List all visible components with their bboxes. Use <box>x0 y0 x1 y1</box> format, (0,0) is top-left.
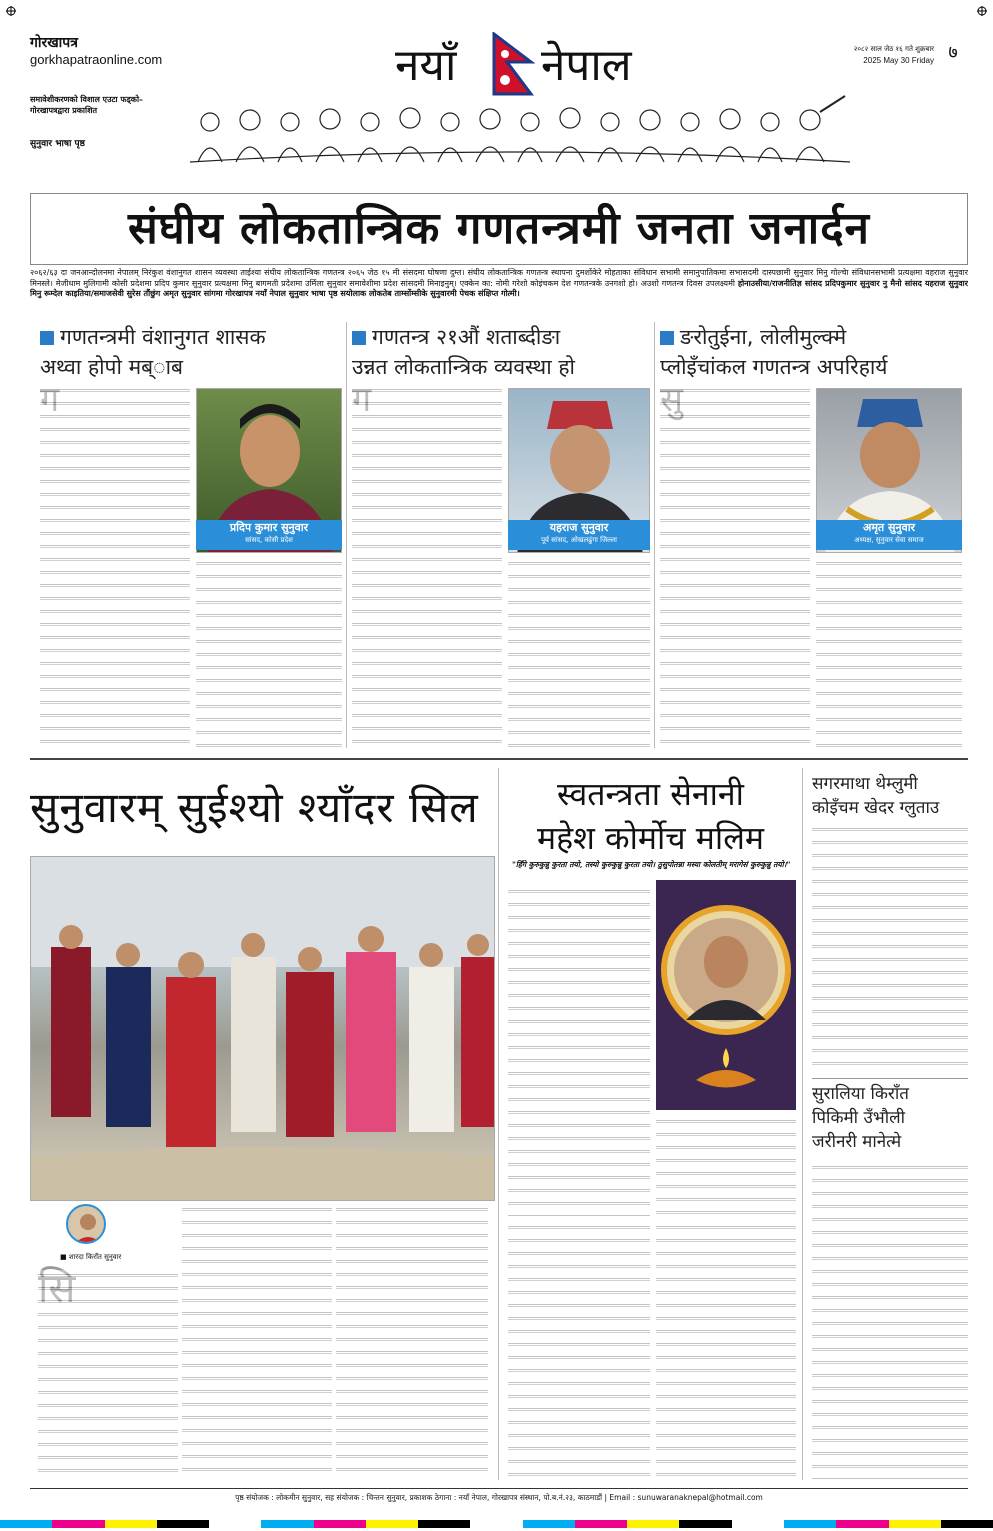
article-body <box>508 1222 650 1480</box>
article-body <box>196 558 342 748</box>
tagline: गोरखापत्रद्वारा प्रकाशित <box>30 106 98 115</box>
tribute-headline-line: स्वतन्त्रता सेनानी <box>557 775 744 813</box>
column-divider <box>654 322 655 748</box>
dance-photo <box>30 856 495 1201</box>
lead-intro-end: होनाउसीया/राजनीतिज्ञ सांसद प्रदिपकुमार सुनुवार नु मैनो सांसद यहराज सुनुवार मिनु रूम्देल काइतिया/समाजसेवी सुरेस तौंछुंग अमृत सुनुवार सांगमा गोरखापत्र नयाँ नेपाल सुनुवार भाषा पृष्ठ सयोलाक लोकतेब ताम्सोंम्सीके सुनुवारमी पेचक संक्षिप्त गोत्मी। <box>30 278 968 298</box>
column-divider <box>346 322 347 748</box>
column-heading-line: प्लोइँचांकल गणतन्त्र अपरिहार्य <box>660 355 888 379</box>
column-heading-line: गणतन्त्रमी वंशानुगत शासक <box>60 325 266 349</box>
nepal-flag-icon <box>491 32 535 98</box>
title-right: नेपाल <box>541 40 632 91</box>
column-heading-line: ङरोतुईना, लोलीमुल्क्मे <box>680 325 847 349</box>
title-left: नयाँ <box>395 40 457 91</box>
avatar-icon <box>68 1206 106 1244</box>
sidebar-heading-line: सगरमाथा थेम्लुमी <box>812 774 918 794</box>
caption-role: पूर्व सांसद, ओखलढुंगा जिल्ला <box>541 536 617 544</box>
caption-name: यहराज सुनुवार <box>549 521 609 534</box>
page-number: ७ <box>938 38 968 68</box>
tagline: समावेशीकरणको विशाल एउटा फड्को– <box>30 95 144 104</box>
footer-credits: पृष्ठ संयोजक : लोकमीन सुनुवार, सह संयोजक : चिन्तन सुनुवार, प्रकाशक ठेगाना : नयाँ नेपाल, गोरखापत्र संस्थान, पो.ब.नं.२३, काठमाडौं | Email : sunuwaranaknepal@hotmail.com <box>235 1493 763 1502</box>
article-body <box>352 380 502 748</box>
website: gorkhapatraonline.com <box>30 52 163 67</box>
drop-cap: ग <box>352 380 372 420</box>
article-body <box>816 558 962 748</box>
caption-role: सांसद, कोसी प्रदेश <box>245 536 293 544</box>
memorial-portrait <box>656 880 796 1110</box>
lead-intro <box>30 268 968 308</box>
feature-headline: सुनुवारम् सुईश्यो श्याँदर सिल <box>30 783 479 832</box>
sidebar-story-heading <box>812 772 968 820</box>
article-body <box>508 886 650 1216</box>
footer-rule <box>30 1488 968 1489</box>
column-heading-line: गणतन्त्र २१औं शताब्दीङा <box>372 325 561 349</box>
story-divider <box>812 1078 968 1079</box>
column-heading <box>660 322 965 382</box>
date-english: 2025 May 30 Friday <box>863 56 934 65</box>
lead-intro-text: २०६२/६३ दा जनआन्दोलनमा नेपालम् निरंकुश वंशानुगत शासन व्यवस्था ताईश्‍या संघीय लोकतान्त्रिक गणतन्त्र २०६५ जेठ १५ मी संसदमा घोषणा दुम्त। संघीय लोकतान्त्रिक गणतन्त्र स्थापना दुमशोंकेरे मोहताका संविधान सभामी समानुपातिकमा सभासदमी दास्पछामी सुनुवार मिनु गोल्चेा संविधानसभामी प्रत्यक्षमा वहराज सुनुवार मिनस्ले। मेजीधाम मुलिगामी कोसी प्रदेशमा प्रदिप कुमार सुनुवार प्रत्यक्षमा मिनु बागमती प्रदेशमा उर्मिला सुनुवार समावेशीमा प्रदेश सांसदमी मिनाइनुम्। एक्केन का: नोमी गरेशो कोइंचकम देश गणतन्त्रके उनगशो हो। अउशो गणतन्त्र दिवस उपलक्ष्यमी <box>30 268 968 288</box>
author-byline: ■ शारदा किराँत सुनुवार <box>60 1253 122 1261</box>
sidebar-heading-line: पिकिमी उँभौली <box>812 1108 906 1128</box>
photo-caption <box>508 520 650 550</box>
article-body <box>40 380 190 748</box>
masthead-left <box>30 34 190 150</box>
section-divider <box>30 758 968 760</box>
author-avatar <box>66 1204 106 1244</box>
photo-caption <box>196 520 342 550</box>
crowd-illustration <box>190 92 850 164</box>
drop-cap: सि <box>38 1266 76 1312</box>
article-body <box>656 1222 796 1480</box>
masthead-right <box>800 44 968 66</box>
feature-headline-box <box>30 768 488 848</box>
tribute-headline <box>508 772 793 860</box>
registration-mark <box>6 6 16 16</box>
article-body <box>182 1204 332 1480</box>
caption-role: अध्यक्ष, सुनुवार सेवा समाज <box>854 536 924 544</box>
article-body <box>38 1266 178 1480</box>
caption-name: अमृत सुनुवार <box>862 521 916 534</box>
column-heading <box>352 322 652 382</box>
date-nepali: २०८२ साल जेठ १६ गते शुक्रबार <box>853 45 934 53</box>
lead-headline: संघीय लोकतान्त्रिक गणतन्त्रमी जनता जनार्दन <box>128 203 870 254</box>
color-calibration-bar <box>0 1520 993 1528</box>
memorial-frame-icon <box>656 880 796 1110</box>
registration-mark <box>977 6 987 16</box>
column-heading-line: अथ्वा होपो मब्ाब <box>40 355 184 379</box>
article-body <box>660 380 810 748</box>
drop-cap: सु <box>660 380 683 420</box>
publisher-name: गोरखापत्र <box>30 35 78 51</box>
photo-caption <box>816 520 962 550</box>
article-body <box>508 558 650 748</box>
sidebar-heading-line: जरीनरी मानेत्मे <box>812 1132 902 1152</box>
article-body <box>656 1116 796 1216</box>
drop-cap: ग <box>40 380 60 420</box>
article-body <box>812 824 968 1074</box>
section-label: सुनुवार भाषा पृष्ठ <box>30 139 85 149</box>
column-heading <box>40 322 340 382</box>
sidebar-story-heading <box>812 1082 968 1154</box>
sidebar-heading-line: कोइँचम खेदर ग्लुताउ <box>812 798 940 818</box>
column-divider <box>802 768 803 1480</box>
column-heading-line: उन्नत लोकतान्त्रिक व्यवस्था हो <box>352 355 575 379</box>
article-body <box>812 1162 968 1480</box>
column-divider <box>498 768 499 1480</box>
sidebar-heading-line: सुरालिया किराँत <box>812 1084 909 1104</box>
lead-headline-box <box>30 193 968 265</box>
dancers-illustration <box>31 857 495 1201</box>
caption-name: प्रदिप कुमार सुनुवार <box>229 521 309 534</box>
tribute-headline-line: महेश कोर्मोच मलिम <box>536 819 765 857</box>
article-body <box>336 1204 488 1480</box>
tribute-quote: "हिँगे कुरुकुन्नु कुरता तयो, तस्यो कुरुकुन्नु कुरता तयो। ठुसुपोतन्ना मस्या कोलतीम् मरागेसं कुरुकुन्नु तयो।" <box>512 860 791 869</box>
